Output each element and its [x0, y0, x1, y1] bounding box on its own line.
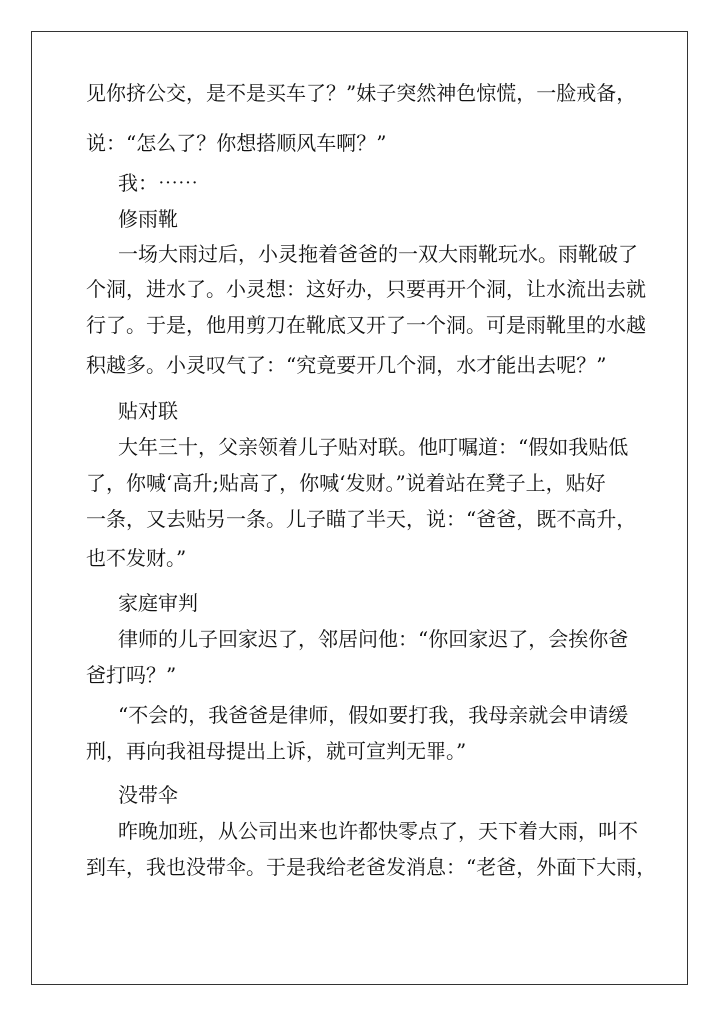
text-line: 大年三十，父亲领着儿子贴对联。他叮嘱道：“假如我贴低: [118, 435, 629, 459]
text-line: 到车，我也没带伞。于是我给老爸发消息：“老爸，外面下大雨，: [86, 855, 657, 879]
text-line: 我：⋯⋯: [118, 171, 198, 195]
section-heading: 家庭审判: [118, 591, 198, 615]
text-line: “不会的，我爸爸是律师，假如要打我，我母亲就会申请缓: [118, 703, 629, 727]
text-line: 刑，再向我祖母提出上诉，就可宣判无罪。”: [86, 739, 467, 763]
text-line: 行了。于是，他用剪刀在靴底又开了一个洞。可是雨靴里的水越: [86, 313, 646, 337]
section-heading: 没带伞: [118, 783, 178, 807]
text-line: 了，你喊‘高升;贴高了，你喊‘发财。”说着站在凳子上，贴好: [86, 471, 606, 495]
text-line: 见你挤公交，是不是买车了？”妹子突然神色惊慌，一脸戒备，: [86, 81, 637, 105]
text-line: 昨晚加班，从公司出来也许都快零点了，天下着大雨，叫不: [118, 819, 638, 843]
text-line: 也不发财。”: [86, 546, 187, 570]
section-heading: 修雨靴: [118, 207, 178, 231]
text-line: 一条，又去贴另一条。儿子瞄了半天，说：“爸爸，既不高升，: [86, 507, 637, 531]
text-line: 一场大雨过后，小灵拖着爸爸的一双大雨靴玩水。雨靴破了: [118, 242, 638, 266]
text-line: 说：“怎么了？你想搭顺风车啊？”: [86, 131, 387, 155]
text-line: 律师的儿子回家迟了，邻居问他：“你回家迟了，会挨你爸: [118, 627, 629, 651]
text-line: 积越多。小灵叹气了：“究竟要开几个洞，水才能出去呢？”: [86, 353, 607, 377]
text-line: 爸打吗？”: [86, 663, 177, 687]
section-heading: 贴对联: [118, 399, 178, 423]
text-line: 个洞，进水了。小灵想：这好办，只要再开个洞，让水流出去就: [86, 277, 646, 301]
